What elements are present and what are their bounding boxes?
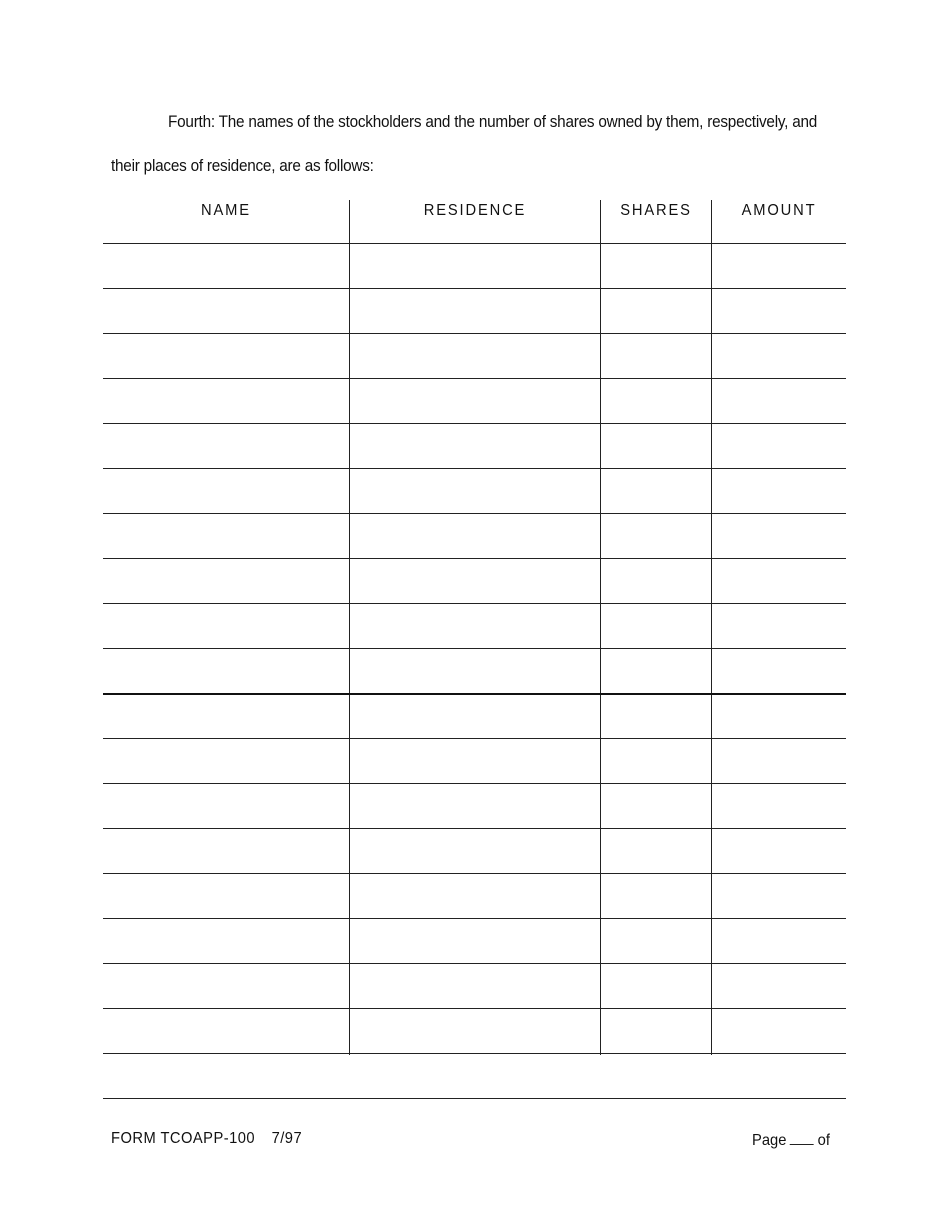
- table-row: [103, 693, 846, 738]
- table-row: [103, 1053, 846, 1099]
- stockholders-table: [103, 200, 846, 1055]
- table-cell-shares[interactable]: [601, 964, 711, 1008]
- table-cell-amount[interactable]: [712, 649, 846, 693]
- table-cell-residence[interactable]: [350, 424, 600, 468]
- table-row: [103, 918, 846, 963]
- table-cell-amount[interactable]: [712, 874, 846, 918]
- column-header-name: NAME: [201, 202, 251, 219]
- table-row: [103, 558, 846, 603]
- intro-paragraph-line-2: their places of residence, are as follows:: [111, 156, 374, 175]
- table-cell-name[interactable]: [103, 919, 349, 963]
- column-header-amount: AMOUNT: [741, 202, 817, 219]
- table-cell-name[interactable]: [103, 604, 349, 648]
- table-cell-name[interactable]: [103, 469, 349, 513]
- table-cell-shares[interactable]: [601, 244, 711, 288]
- table-cell-name[interactable]: [103, 1054, 349, 1098]
- table-cell-residence[interactable]: [350, 739, 600, 783]
- table-cell-amount[interactable]: [712, 469, 846, 513]
- table-cell-residence[interactable]: [350, 289, 600, 333]
- table-cell-shares[interactable]: [601, 1054, 711, 1098]
- table-cell-residence[interactable]: [350, 514, 600, 558]
- table-cell-residence[interactable]: [350, 1009, 600, 1053]
- of-label: of: [817, 1132, 830, 1149]
- table-cell-name[interactable]: [103, 559, 349, 603]
- table-cell-shares[interactable]: [601, 784, 711, 828]
- table-cell-amount[interactable]: [712, 784, 846, 828]
- table-cell-residence[interactable]: [350, 1054, 600, 1098]
- table-row: [103, 468, 846, 513]
- table-cell-residence[interactable]: [350, 829, 600, 873]
- table-cell-name[interactable]: [103, 829, 349, 873]
- table-row: [103, 738, 846, 783]
- intro-paragraph-line-1: Fourth: The names of the stockholders and the number of shares owned by them, respectively, and: [168, 112, 818, 131]
- table-cell-residence[interactable]: [350, 379, 600, 423]
- page-label: Page: [752, 1132, 787, 1149]
- table-cell-shares[interactable]: [601, 514, 711, 558]
- table-cell-residence[interactable]: [350, 604, 600, 648]
- table-cell-residence[interactable]: [350, 469, 600, 513]
- table-cell-amount[interactable]: [712, 695, 846, 738]
- table-cell-amount[interactable]: [712, 379, 846, 423]
- table-cell-amount[interactable]: [712, 424, 846, 468]
- table-cell-amount[interactable]: [712, 1054, 846, 1098]
- table-cell-shares[interactable]: [601, 739, 711, 783]
- table-cell-residence[interactable]: [350, 695, 600, 738]
- table-row: [103, 648, 846, 693]
- table-row: [103, 243, 846, 288]
- table-header: [103, 200, 846, 244]
- table-cell-name[interactable]: [103, 784, 349, 828]
- table-cell-residence[interactable]: [350, 649, 600, 693]
- table-cell-residence[interactable]: [350, 919, 600, 963]
- table-row: [103, 1008, 846, 1053]
- table-cell-residence[interactable]: [350, 244, 600, 288]
- table-row: [103, 513, 846, 558]
- table-cell-shares[interactable]: [601, 695, 711, 738]
- table-cell-amount[interactable]: [712, 289, 846, 333]
- table-cell-name[interactable]: [103, 424, 349, 468]
- form-date: 7/97: [271, 1130, 303, 1147]
- table-cell-name[interactable]: [103, 244, 349, 288]
- table-row: [103, 603, 846, 648]
- table-cell-shares[interactable]: [601, 424, 711, 468]
- table-cell-name[interactable]: [103, 289, 349, 333]
- column-header-shares: SHARES: [620, 202, 692, 219]
- table-cell-residence[interactable]: [350, 334, 600, 378]
- table-cell-amount[interactable]: [712, 244, 846, 288]
- table-cell-amount[interactable]: [712, 559, 846, 603]
- table-cell-shares[interactable]: [601, 874, 711, 918]
- table-cell-name[interactable]: [103, 379, 349, 423]
- table-cell-shares[interactable]: [601, 1009, 711, 1053]
- table-cell-shares[interactable]: [601, 649, 711, 693]
- table-cell-shares[interactable]: [601, 919, 711, 963]
- column-header-residence: RESIDENCE: [423, 202, 527, 219]
- table-cell-residence[interactable]: [350, 784, 600, 828]
- table-cell-amount[interactable]: [712, 739, 846, 783]
- table-cell-name[interactable]: [103, 334, 349, 378]
- table-cell-amount[interactable]: [712, 964, 846, 1008]
- table-cell-amount[interactable]: [712, 1009, 846, 1053]
- table-cell-shares[interactable]: [601, 334, 711, 378]
- table-cell-shares[interactable]: [601, 559, 711, 603]
- table-cell-amount[interactable]: [712, 919, 846, 963]
- table-cell-name[interactable]: [103, 695, 349, 738]
- table-cell-name[interactable]: [103, 649, 349, 693]
- table-row: [103, 288, 846, 333]
- table-cell-name[interactable]: [103, 964, 349, 1008]
- table-cell-name[interactable]: [103, 874, 349, 918]
- table-row: [103, 783, 846, 828]
- page-number: [752, 1130, 830, 1150]
- table-row: [103, 963, 846, 1008]
- table-cell-amount[interactable]: [712, 514, 846, 558]
- table-body: [103, 243, 846, 1099]
- table-row: [103, 378, 846, 423]
- table-cell-amount[interactable]: [712, 829, 846, 873]
- page-number-blank[interactable]: [790, 1130, 814, 1145]
- table-cell-name[interactable]: [103, 739, 349, 783]
- table-row: [103, 828, 846, 873]
- table-cell-residence[interactable]: [350, 559, 600, 603]
- table-cell-name[interactable]: [103, 1009, 349, 1053]
- table-cell-amount[interactable]: [712, 334, 846, 378]
- table-cell-shares[interactable]: [601, 379, 711, 423]
- table-cell-shares[interactable]: [601, 469, 711, 513]
- table-cell-residence[interactable]: [350, 874, 600, 918]
- table-row: [103, 333, 846, 378]
- table-cell-shares[interactable]: [601, 829, 711, 873]
- table-cell-name[interactable]: [103, 514, 349, 558]
- form-id: FORM TCOAPP-100: [111, 1130, 256, 1147]
- table-cell-shares[interactable]: [601, 289, 711, 333]
- table-cell-amount[interactable]: [712, 604, 846, 648]
- table-cell-residence[interactable]: [350, 964, 600, 1008]
- table-cell-shares[interactable]: [601, 604, 711, 648]
- table-row: [103, 873, 846, 918]
- table-row: [103, 423, 846, 468]
- form-identifier: [111, 1130, 302, 1148]
